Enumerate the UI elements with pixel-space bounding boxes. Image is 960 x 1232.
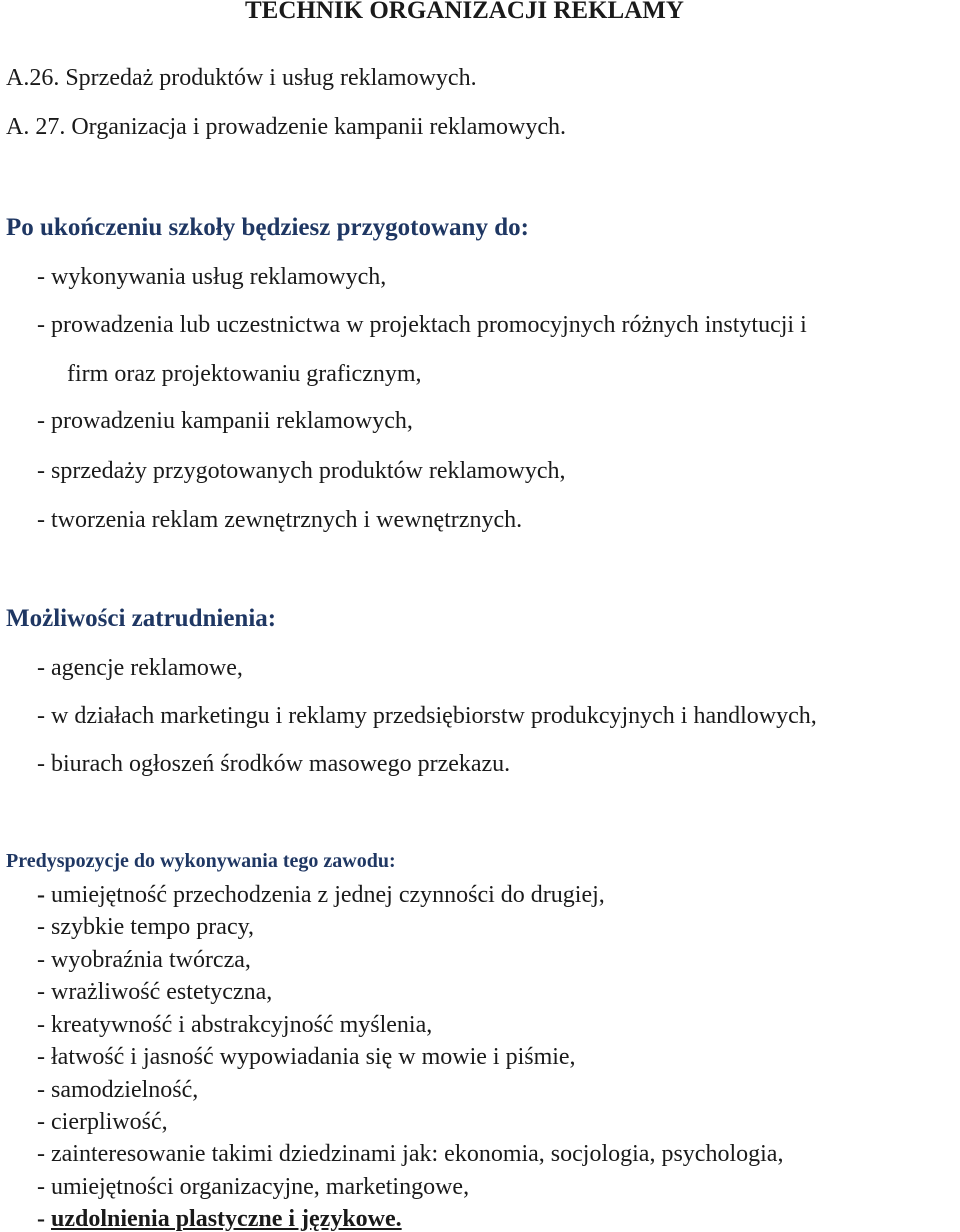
list-item: - umiejętności organizacyjne, marketingowe, [37, 1174, 470, 1200]
exam-qualification: A. 27. Organizacja i prowadzenie kampanii reklamowych. [6, 114, 567, 140]
section-heading-predispositions: Predyspozycje do wykonywania tego zawodu: [6, 850, 396, 872]
list-item: - łatwość i jasność wypowiadania się w mowie i piśmie, [37, 1044, 576, 1070]
page-title: TECHNIK ORGANIZACJI REKLAMY [245, 0, 684, 24]
list-item: - wyobraźnia twórcza, [37, 947, 251, 973]
list-item: - prowadzeniu kampanii reklamowych, [37, 408, 413, 434]
list-item: firm oraz projektowaniu graficznym, [67, 361, 422, 387]
list-item: - sprzedaży przygotowanych produktów reklamowych, [37, 458, 566, 484]
list-item: - cierpliwość, [37, 1109, 168, 1135]
list-item-text: umiejętność przechodzenia z jednej czynności do drugiej, [45, 882, 605, 908]
list-item: - wrażliwość estetyczna, [37, 979, 273, 1005]
list-item: - agencje reklamowe, [37, 655, 243, 681]
list-item: - prowadzenia lub uczestnictwa w projektach promocyjnych różnych instytucji i [37, 312, 807, 338]
list-item: - szybkie tempo pracy, [37, 914, 255, 940]
exam-qualification: A.26. Sprzedaż produktów i usług reklamowych. [6, 65, 477, 91]
list-item: - samodzielność, [37, 1077, 199, 1103]
list-item: - kreatywność i abstrakcyjność myślenia, [37, 1012, 433, 1038]
list-item: - w działach marketingu i reklamy przedsiębiorstw produkcyjnych i handlowych, [37, 703, 817, 729]
list-item: - wykonywania usług reklamowych, [37, 264, 387, 290]
list-item: - zainteresowanie takimi dziedzinami jak: ekonomia, socjologia, psychologia, [37, 1141, 784, 1167]
section-heading-employment: Możliwości zatrudnienia: [6, 605, 277, 632]
list-item [37, 1207, 402, 1231]
list-bullet: - [37, 1206, 51, 1232]
list-bullet: - [37, 882, 45, 908]
list-item: - biurach ogłoszeń środków masowego przekazu. [37, 751, 511, 777]
section-heading-career-preparation: Po ukończeniu szkoły będziesz przygotowany do: [6, 214, 529, 241]
list-item [37, 883, 605, 907]
list-item: - tworzenia reklam zewnętrznych i wewnętrznych. [37, 507, 523, 533]
list-item-text: uzdolnienia plastyczne i językowe. [51, 1206, 402, 1232]
